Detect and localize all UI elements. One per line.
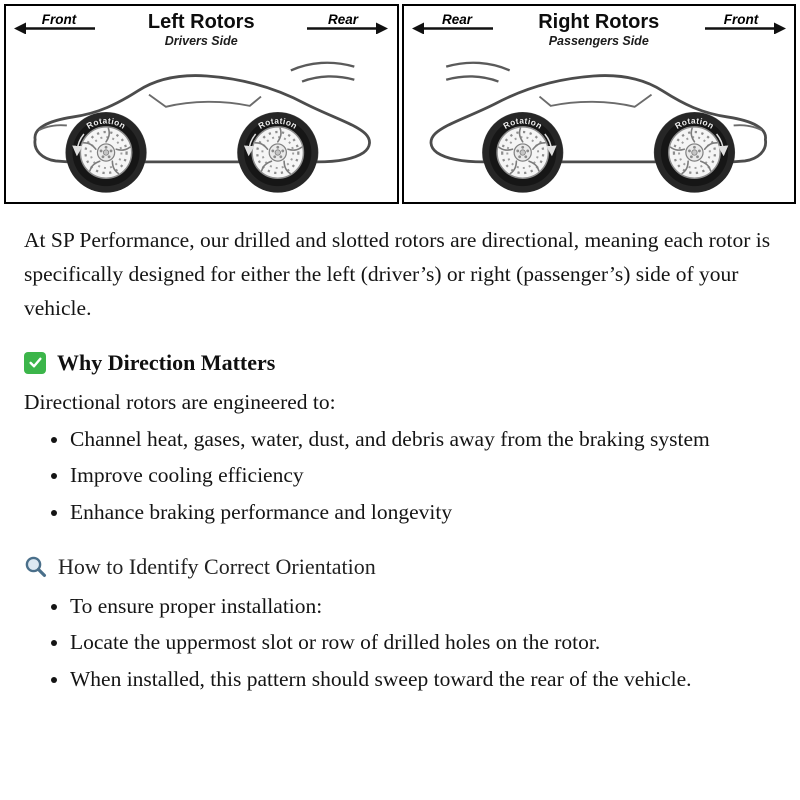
front-arrow-left-icon xyxy=(13,11,97,34)
why-direction-matters-heading xyxy=(24,350,776,376)
left-panel-header xyxy=(6,6,397,48)
rotor-diagram xyxy=(0,0,800,204)
rear-arrow-left-icon xyxy=(411,11,495,34)
rotation-label: Rotation xyxy=(84,115,128,131)
front-label: Front xyxy=(723,12,759,27)
list-item: • To ensure proper installation: xyxy=(70,590,776,624)
why-lead-text: Directional rotors are engineered to: xyxy=(24,389,336,414)
rear-label: Rear xyxy=(441,12,472,27)
list-item: • Channel heat, gases, water, dust, and debris away from the braking system xyxy=(70,423,776,457)
section-heading-text: How to Identify Correct Orientation xyxy=(58,553,376,579)
right-panel-header xyxy=(404,6,795,48)
intro-paragraph: At SP Performance, our drilled and slotted rotors are directional, meaning each rotor is specifically designed for either the left (driver’s) or right (passenger’s) side of your vehicle. xyxy=(24,228,771,320)
left-rotors-panel xyxy=(4,4,399,204)
panel-subtitle: Passengers Side xyxy=(548,34,649,48)
rotation-label: Rotation xyxy=(256,115,300,131)
car-drawing xyxy=(35,63,370,193)
check-icon xyxy=(24,352,46,374)
rotation-label: Rotation xyxy=(672,115,716,131)
right-panel-titles xyxy=(538,11,659,48)
right-car-illustration xyxy=(404,48,795,202)
front-arrow-right-icon xyxy=(703,11,787,34)
identify-bullet-list xyxy=(24,590,776,697)
list-item: • When installed, this pattern should sweep toward the rear of the vehicle. xyxy=(70,663,776,697)
list-item: • Enhance braking performance and longevity xyxy=(70,496,776,530)
list-item: • Locate the uppermost slot or row of drilled holes on the rotor. xyxy=(70,626,776,660)
car-drawing-mirrored xyxy=(430,63,765,193)
article-body xyxy=(0,204,800,696)
rear-arrow-right-icon xyxy=(305,11,389,34)
left-panel-titles xyxy=(148,11,255,48)
right-rotors-panel xyxy=(402,4,797,204)
identify-orientation-heading xyxy=(24,554,776,580)
list-item: • Improve cooling efficiency xyxy=(70,459,776,493)
rear-label: Rear xyxy=(328,12,359,27)
section-heading-text: Why Direction Matters xyxy=(57,349,276,375)
panel-title: Left Rotors xyxy=(147,11,255,33)
left-car-illustration xyxy=(6,48,397,202)
panel-title: Right Rotors xyxy=(538,11,660,33)
rotation-label: Rotation xyxy=(500,115,544,131)
why-bullet-list xyxy=(24,423,776,530)
panel-subtitle: Drivers Side xyxy=(164,34,238,48)
front-label: Front xyxy=(41,12,77,27)
magnifier-icon xyxy=(24,555,47,578)
